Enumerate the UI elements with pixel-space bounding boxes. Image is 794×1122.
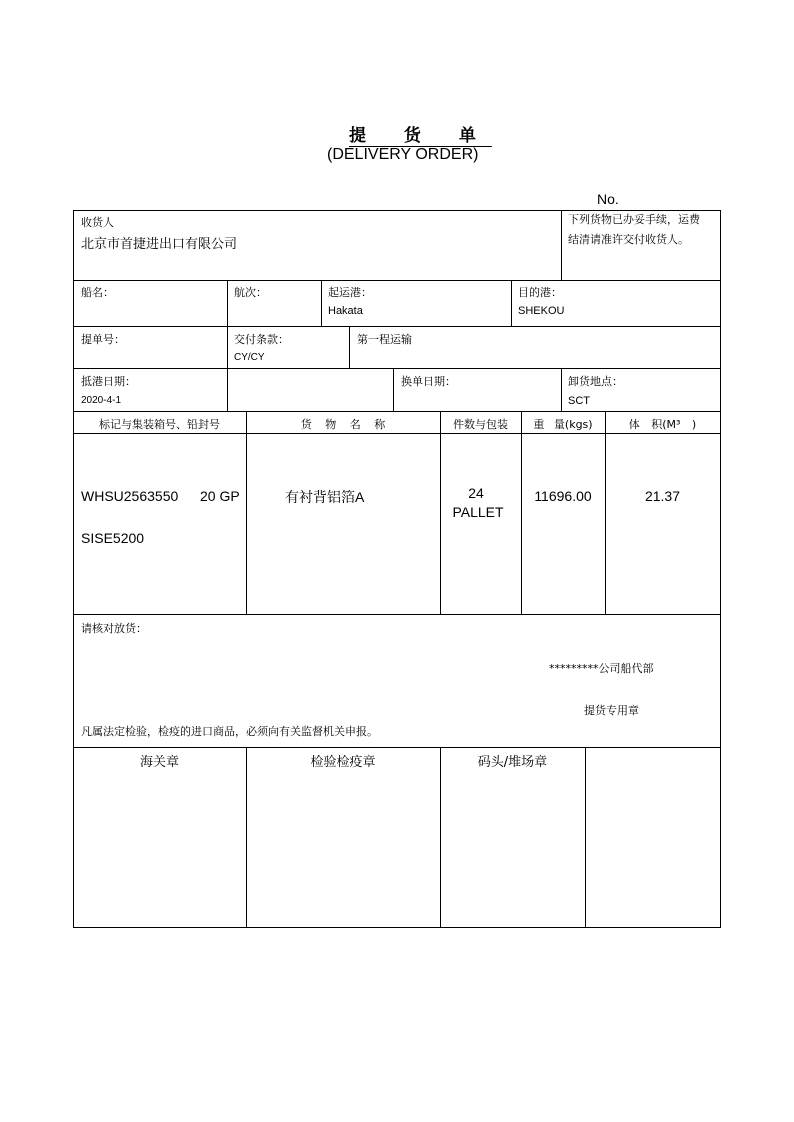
header-marks-container-seal: 标记与集装箱号、铅封号 [99, 418, 220, 431]
title-english: (DELIVERY ORDER) [327, 146, 479, 163]
consignee-label: 收货人 [81, 216, 114, 229]
arrival-date-value: 2020-4-1 [81, 395, 122, 406]
customs-stamp-label: 海关章 [139, 755, 179, 770]
bl-number-label: 提单号： [81, 333, 125, 346]
delivery-terms-label: 交付条款： [234, 333, 289, 346]
delivery-stamp-label: 提货专用章 [584, 704, 639, 717]
check-release-label: 请核对放货： [81, 622, 147, 635]
document-number-label: No. [597, 191, 619, 207]
container-type: 20 GP [200, 488, 240, 504]
arrival-date-label: 抵港日期： [81, 375, 136, 388]
loading-port-value: Hakata [328, 305, 363, 317]
release-note-line2: 结清请准许交付收货人。 [568, 233, 689, 246]
terminal-stamp-label: 码头/堆场章 [477, 755, 548, 770]
first-leg-transport-label: 第一程运输 [357, 333, 412, 346]
inspection-notice: 凡属法定检验，检疫的进口商品，必须向有关监督机关申报。 [81, 725, 378, 738]
header-packages: 件数与包装 [453, 418, 508, 431]
voyage-label: 航次： [234, 286, 267, 299]
shipping-agent-name: *********公司船代部 [549, 662, 654, 675]
header-description: 货 物 名 称 [300, 418, 386, 431]
discharge-place-label: 卸货地点： [568, 375, 623, 388]
packages-unit: PALLET [452, 504, 504, 520]
release-note-line1: 下列货物已办妥手续，运费 [568, 213, 700, 226]
goods-description: 有衬背铝箔A [285, 489, 365, 505]
discharge-place-value: SCT [568, 395, 590, 407]
loading-port-label: 起运港： [328, 286, 372, 299]
packages-quantity: 24 [468, 485, 484, 501]
exchange-date-label: 换单日期： [401, 375, 456, 388]
blank-stamp-cell [586, 748, 720, 927]
container-number: WHSU2563550 [81, 488, 179, 504]
gross-weight: 11696.00 [534, 488, 592, 504]
destination-port-label: 目的港： [518, 286, 562, 299]
header-volume: 体 积(M³ ) [628, 418, 697, 431]
inspection-stamp-label: 检验检疫章 [310, 755, 376, 770]
title-chinese: 提 货 单 [349, 126, 492, 146]
delivery-terms-value: CY/CY [234, 352, 265, 363]
seal-number: SISE5200 [81, 530, 145, 546]
header-weight: 重 量(kgs) [533, 418, 593, 431]
destination-port-value: SHEKOU [518, 305, 565, 317]
vessel-label: 船名： [81, 286, 114, 299]
consignee-value: 北京市首捷进出口有限公司 [81, 237, 238, 252]
volume: 21.37 [644, 488, 681, 504]
